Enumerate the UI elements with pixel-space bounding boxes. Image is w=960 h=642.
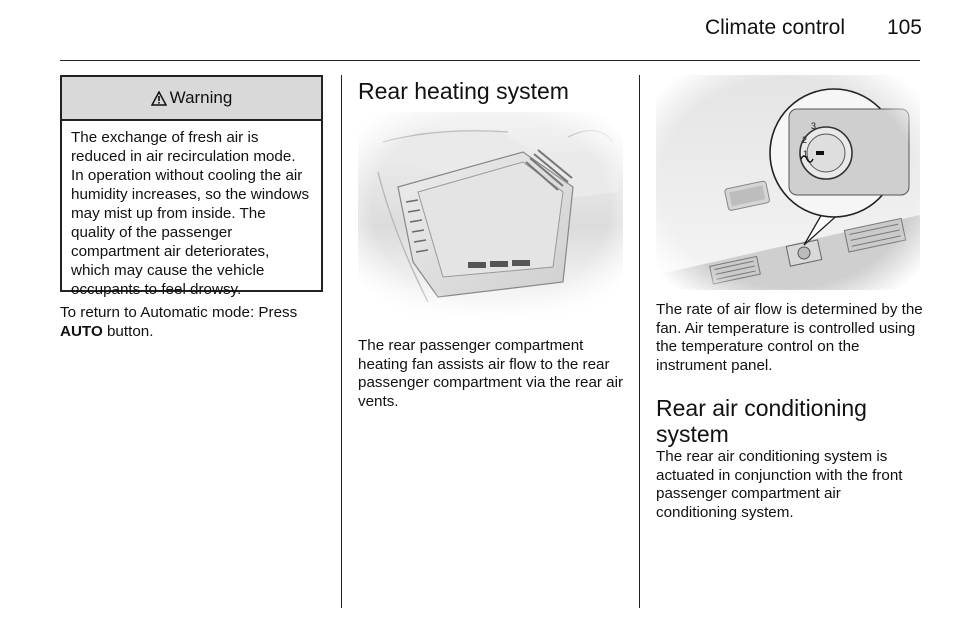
auto-instruction-text: To return to Automatic mode: Press: [60, 304, 298, 321]
auto-key-label: AUTO: [60, 322, 103, 340]
page-title: Climate control: [704, 16, 845, 39]
rear-heater-illustration: [358, 112, 623, 322]
warning-text: The exchange of fresh air is reduced in air recirculation mode. In operation without cooling the air humidity increases, so the windows may mist up from inside. The quality of the passenger compartment air deteriorates, which may cause the vehicle occupants to feel drowsy.: [71, 129, 310, 298]
rear-heating-heading: Rear heating system: [358, 78, 569, 104]
column-divider-right: [639, 75, 640, 608]
air-flow-control-illustration: [656, 75, 920, 290]
auto-mode-instruction: [60, 304, 330, 341]
rear-heating-text: The rear passenger compartment heating fan assists air flow to the rear passenger compartment via the rear air vents.: [358, 337, 624, 410]
warning-header: [62, 77, 321, 121]
column-divider-left: [341, 75, 342, 608]
warning-box: [60, 75, 323, 298]
warning-label: Warning: [169, 88, 233, 107]
auto-instruction-suffix: button.: [102, 322, 154, 340]
page-number: 105: [886, 16, 922, 39]
header-rule: [60, 60, 920, 61]
air-flow-text: The rate of air flow is determined by the fan. Air temperature is controlled using the temperature control on the instrument panel.: [656, 301, 923, 374]
rear-ac-text: The rear air conditioning system is actuated in conjunction with the front passenger compartment air conditioning system.: [656, 448, 903, 521]
warning-triangle-icon: [151, 91, 167, 106]
rear-ac-heading: Rear air conditioning system: [656, 395, 867, 447]
